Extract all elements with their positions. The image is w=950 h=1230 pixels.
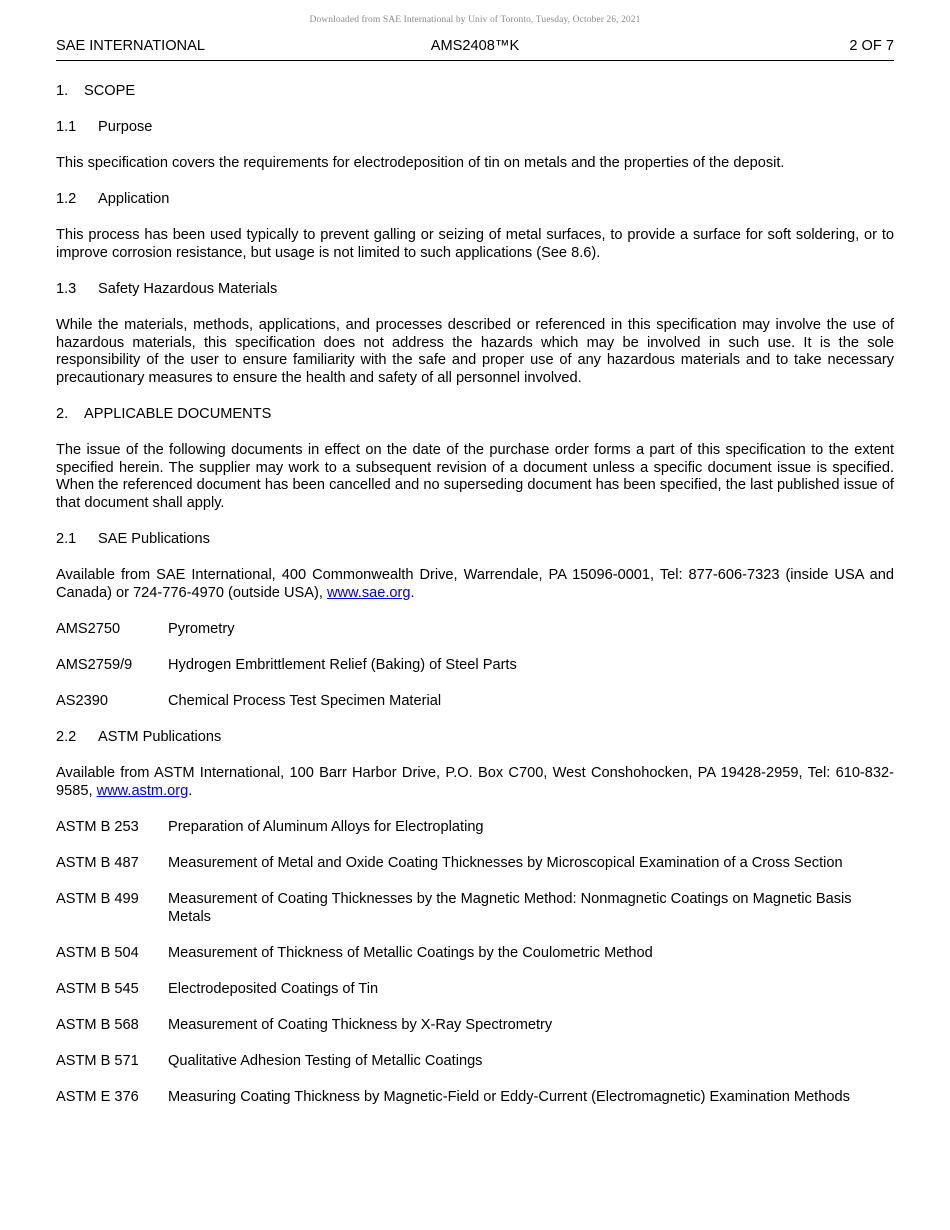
sae-availability-end: . xyxy=(410,584,415,601)
page-header xyxy=(56,38,894,61)
purpose-paragraph: This specification covers the requirements for electrodeposition of tin on metals and the properties of the deposit. xyxy=(56,155,785,172)
subsection-heading-astm-publications xyxy=(56,729,894,747)
header-doc-id: AMS2408™K xyxy=(430,38,520,54)
reference-row xyxy=(56,981,894,999)
reference-code: AMS2759/9 xyxy=(56,656,133,673)
astm-availability-paragraph xyxy=(56,765,894,800)
subsection-heading-purpose xyxy=(56,119,894,137)
reference-title: Measurement of Coating Thickness by X-Ray Spectrometry xyxy=(168,1016,553,1033)
section-title: APPLICABLE DOCUMENTS xyxy=(84,406,272,423)
astm-website-link[interactable]: www.astm.org xyxy=(96,782,189,799)
reference-code: AS2390 xyxy=(56,692,108,709)
reference-title: Measurement of Thickness of Metallic Coatings by the Coulometric Method xyxy=(168,944,653,961)
reference-title: Pyrometry xyxy=(168,620,235,637)
reference-row xyxy=(56,945,894,963)
header-page-number: 2 OF 7 xyxy=(849,38,894,54)
section-title: Application xyxy=(98,191,170,208)
reference-title: Measurement of Coating Thicknesses by the Magnetic Method: Nonmagnetic Coatings on Magnetic Basis Metals xyxy=(168,891,852,925)
sae-availability-text: Available from SAE International, 400 Commonwealth Drive, Warrendale, PA 15096-0001, Tel: 877-606-7323 (inside USA and Canada) or 724-776-4970 (outside USA), xyxy=(56,567,894,601)
reference-row xyxy=(56,1017,894,1035)
section-heading-applicable-documents xyxy=(56,406,894,424)
subsection-heading-application xyxy=(56,191,894,209)
reference-row xyxy=(56,891,894,926)
section-number: 1.1 xyxy=(56,119,77,136)
reference-code: ASTM B 499 xyxy=(56,891,139,908)
header-org: SAE INTERNATIONAL xyxy=(56,38,205,54)
reference-code: ASTM B 568 xyxy=(56,1016,139,1033)
section-number: 2.1 xyxy=(56,531,77,547)
astm-availability-text: Available from ASTM International, 100 Barr Harbor Drive, P.O. Box C700, West Conshohocken, PA 19428-2959, Tel: 610-832-9585, xyxy=(56,765,894,799)
applicable-documents-paragraph: The issue of the following documents in effect on the date of the purchase order forms a part of this specification to the extent specified herein. The supplier may work to a subsequent revision of a document unless a specific document issue is specified. When the referenced document has been cancelled and no superseding document has been specified, the last published issue of that document shall apply. xyxy=(56,442,894,511)
reference-title: Preparation of Aluminum Alloys for Electroplating xyxy=(168,818,484,835)
section-title: Safety Hazardous Materials xyxy=(98,281,278,298)
sae-website-link[interactable]: www.sae.org xyxy=(326,584,411,601)
reference-row xyxy=(56,1089,894,1107)
reference-row xyxy=(56,693,894,711)
reference-code: ASTM B 253 xyxy=(56,818,139,835)
reference-title: Electrodeposited Coatings of Tin xyxy=(168,980,379,997)
document-body xyxy=(56,83,894,1125)
section-title: Purpose xyxy=(98,119,153,136)
reference-code: ASTM E 376 xyxy=(56,1089,139,1106)
section-title: SAE Publications xyxy=(98,531,210,547)
section-heading-scope xyxy=(56,83,894,101)
application-paragraph: This process has been used typically to prevent galling or seizing of metal surfaces, to provide a surface for soft soldering, or to improve corrosion resistance, but usage is not limited to such applications (See 8.6). xyxy=(56,227,894,261)
section-title: SCOPE xyxy=(84,83,136,99)
reference-title: Chemical Process Test Specimen Material xyxy=(168,692,442,709)
section-number: 1. xyxy=(56,83,69,99)
sae-availability-paragraph xyxy=(56,567,894,602)
reference-title: Qualitative Adhesion Testing of Metallic Coatings xyxy=(168,1053,483,1069)
reference-title: Measuring Coating Thickness by Magnetic-Field or Eddy-Current (Electromagnetic) Examination Methods xyxy=(168,1089,850,1106)
reference-row xyxy=(56,855,894,873)
section-title: ASTM Publications xyxy=(98,729,222,746)
subsection-heading-sae-publications xyxy=(56,531,894,549)
reference-title: Hydrogen Embrittlement Relief (Baking) of Steel Parts xyxy=(168,656,517,673)
section-number: 2.2 xyxy=(56,729,77,746)
astm-availability-end: . xyxy=(188,782,193,799)
section-number: 1.3 xyxy=(56,281,77,298)
reference-code: ASTM B 504 xyxy=(56,944,139,961)
section-number: 2. xyxy=(56,406,69,423)
safety-paragraph: While the materials, methods, applications, and processes described or referenced in this specification may involve the use of hazardous materials, this specification does not address the hazards which may be involved in such use. It is the sole responsibility of the user to ensure familiarity with the safe and proper use of any hazardous materials and to take necessary precautionary measures to ensure the health and safety of all personnel involved. xyxy=(56,317,894,386)
reference-code: ASTM B 545 xyxy=(56,980,139,997)
reference-code: AMS2750 xyxy=(56,620,121,637)
reference-row xyxy=(56,819,894,837)
reference-row xyxy=(56,657,894,675)
reference-row xyxy=(56,621,894,639)
reference-title: Measurement of Metal and Oxide Coating Thicknesses by Microscopical Examination of a Cross Section xyxy=(168,854,843,871)
reference-code: ASTM B 571 xyxy=(56,1053,139,1069)
subsection-heading-safety xyxy=(56,281,894,299)
reference-row xyxy=(56,1053,894,1071)
section-number: 1.2 xyxy=(56,191,77,208)
download-watermark-note: Downloaded from SAE International by Univ of Toronto, Tuesday, October 26, 2021 xyxy=(309,15,641,25)
reference-code: ASTM B 487 xyxy=(56,854,139,871)
